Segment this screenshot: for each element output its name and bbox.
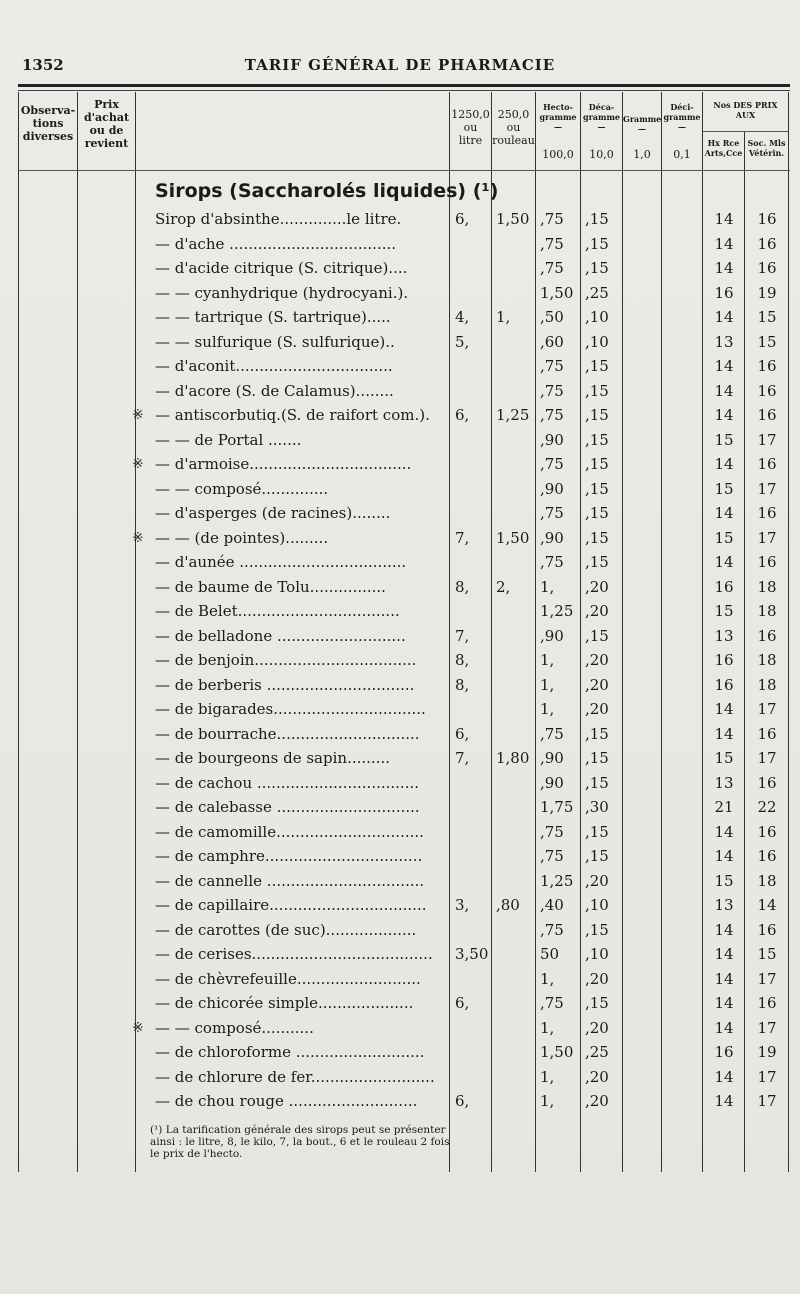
item-name: — — composé...........: [155, 1018, 314, 1037]
price-ref-veterin: 18: [757, 871, 777, 890]
page-number: 1352: [22, 56, 64, 74]
price-litre: 6,: [455, 406, 470, 424]
price-decagramme: ,15: [585, 381, 609, 400]
item-name: — de chèvrefeuille..........................: [155, 969, 421, 988]
price-ref-veterin: 16: [757, 259, 777, 277]
price-hectogramme: ,90: [540, 479, 564, 498]
table-row: [0, 480, 800, 504]
row-mark: ※: [132, 1019, 144, 1036]
price-hectogramme: ,90: [540, 773, 564, 792]
item-name: — de chou rouge ...........................: [155, 1092, 418, 1110]
price-litre: 7,: [455, 528, 470, 547]
price-hectogramme: ,75: [540, 847, 564, 865]
price-decagramme: ,15: [585, 553, 609, 571]
price-ref-veterin: 16: [757, 504, 777, 522]
item-name: — de bourgeons de sapin.........: [155, 749, 390, 767]
header-decagramme: Déca- gramme —: [582, 102, 620, 132]
table-row: [0, 455, 800, 479]
price-ref-veterin: 19: [757, 283, 777, 302]
price-ref-arts: 15: [714, 528, 734, 547]
table-row: [0, 700, 800, 724]
header-observations: Observa- tions diverses: [20, 104, 76, 143]
item-name: — d'acide citrique (S. citrique)....: [155, 259, 408, 277]
price-decagramme: ,15: [585, 724, 609, 743]
price-ref-arts: 14: [714, 210, 734, 228]
price-litre: 8,: [455, 675, 470, 694]
price-ref-arts: 21: [714, 798, 734, 816]
header-decigramme: Déci- gramme —: [663, 102, 701, 132]
table-row: [0, 210, 800, 234]
table-row: [0, 651, 800, 675]
table-row: [0, 994, 800, 1018]
item-name: — d'acore (S. de Calamus)........: [155, 381, 394, 400]
price-hectogramme: 1,: [540, 1018, 555, 1037]
price-hectogramme: ,75: [540, 504, 564, 522]
price-ref-arts: 15: [714, 479, 734, 498]
price-decagramme: ,20: [585, 969, 609, 988]
price-litre: 7,: [455, 626, 470, 645]
item-name: — d'ache ...................................: [155, 234, 397, 253]
header-rouleau: 250,0 ou rouleau: [492, 108, 535, 147]
table-row: [0, 798, 800, 822]
price-ref-veterin: 16: [757, 455, 777, 473]
price-ref-arts: 14: [714, 724, 734, 743]
page-title: TARIF GÉNÉRAL DE PHARMACIE: [244, 56, 556, 74]
table-row: [0, 259, 800, 283]
header-prix-aux-a: Hx Rce Arts,Cce: [704, 138, 743, 158]
table-row: [0, 872, 800, 896]
table-row: [0, 235, 800, 259]
price-ref-arts: 14: [714, 969, 734, 988]
price-hectogramme: ,75: [540, 234, 564, 253]
price-decagramme: ,15: [585, 749, 609, 767]
price-ref-arts: 14: [714, 381, 734, 400]
table-row: [0, 504, 800, 528]
price-litre: 3,: [455, 896, 470, 914]
table-row: [0, 284, 800, 308]
price-hectogramme: ,60: [540, 332, 564, 351]
price-hectogramme: 1,: [540, 1067, 555, 1086]
header-subrule: [703, 131, 788, 132]
header-hectogramme-value: 100,0: [542, 148, 574, 161]
table-row: [0, 602, 800, 626]
price-hectogramme: ,40: [540, 896, 564, 914]
price-rouleau: 1,: [496, 308, 511, 326]
price-ref-veterin: 17: [757, 479, 777, 498]
price-ref-veterin: 15: [757, 945, 777, 963]
header-prix-aux: Nos DES PRIX AUX: [713, 100, 778, 120]
price-hectogramme: 1,: [540, 651, 555, 669]
price-decagramme: ,20: [585, 700, 609, 718]
price-hectogramme: 1,: [540, 969, 555, 988]
price-decagramme: ,30: [585, 798, 609, 816]
price-ref-veterin: 17: [757, 700, 777, 718]
price-hectogramme: ,75: [540, 724, 564, 743]
item-name: — — composé..............: [155, 479, 329, 498]
item-name: — de cannelle .................................: [155, 871, 425, 890]
price-decagramme: ,25: [585, 283, 609, 302]
price-ref-veterin: 18: [757, 602, 777, 620]
price-decagramme: ,20: [585, 577, 609, 596]
price-decagramme: ,25: [585, 1043, 609, 1061]
price-litre: 7,: [455, 749, 470, 767]
item-name: — d'asperges (de racines)........: [155, 504, 391, 522]
header-prix-achat: Prix d'achat ou de revient: [83, 98, 130, 150]
price-litre: 8,: [455, 651, 470, 669]
price-hectogramme: 1,: [540, 700, 555, 718]
price-decagramme: ,10: [585, 896, 609, 914]
header-decagramme-value: 10,0: [589, 148, 614, 161]
table-row: [0, 847, 800, 871]
item-name: — de Belet..................................: [155, 602, 400, 620]
price-decagramme: ,20: [585, 602, 609, 620]
price-ref-veterin: 16: [757, 357, 777, 375]
price-ref-veterin: 15: [757, 308, 777, 326]
price-decagramme: ,15: [585, 773, 609, 792]
price-rouleau: 1,80: [496, 749, 530, 767]
price-rouleau: 1,50: [496, 210, 530, 228]
item-name: — de chlorure de fer..........................: [155, 1067, 435, 1086]
price-litre: 3,50: [455, 945, 489, 963]
table-row: [0, 333, 800, 357]
price-ref-arts: 16: [714, 651, 734, 669]
table-row: [0, 578, 800, 602]
price-ref-veterin: 19: [757, 1043, 777, 1061]
price-ref-veterin: 17: [757, 1092, 777, 1110]
price-ref-arts: 14: [714, 553, 734, 571]
item-name: — de chloroforme ...........................: [155, 1043, 425, 1061]
price-decagramme: ,15: [585, 430, 609, 449]
price-decagramme: ,15: [585, 406, 609, 424]
price-decagramme: ,20: [585, 871, 609, 890]
price-ref-arts: 14: [714, 945, 734, 963]
price-decagramme: ,15: [585, 210, 609, 228]
price-ref-veterin: 17: [757, 430, 777, 449]
price-ref-veterin: 17: [757, 528, 777, 547]
price-hectogramme: 1,25: [540, 871, 574, 890]
price-decagramme: ,15: [585, 357, 609, 375]
price-decagramme: ,15: [585, 994, 609, 1012]
price-ref-arts: 14: [714, 822, 734, 841]
table-row: [0, 749, 800, 773]
price-ref-veterin: 15: [757, 332, 777, 351]
price-decagramme: ,10: [585, 332, 609, 351]
price-ref-arts: 14: [714, 1092, 734, 1110]
price-ref-arts: 14: [714, 357, 734, 375]
price-ref-arts: 13: [714, 773, 734, 792]
price-ref-arts: 13: [714, 896, 734, 914]
table-row: [0, 1019, 800, 1043]
price-ref-arts: 14: [714, 308, 734, 326]
header-decigramme-value: 0,1: [673, 148, 691, 161]
price-decagramme: ,15: [585, 259, 609, 277]
header-rule-thin: [18, 90, 790, 91]
table-row: [0, 896, 800, 920]
price-ref-arts: 15: [714, 871, 734, 890]
price-ref-veterin: 16: [757, 994, 777, 1012]
price-hectogramme: 1,75: [540, 798, 574, 816]
item-name: — de bigarades................................: [155, 700, 426, 718]
table-row: [0, 357, 800, 381]
item-name: — de camphre.................................: [155, 847, 423, 865]
price-ref-veterin: 16: [757, 553, 777, 571]
price-hectogramme: 1,50: [540, 283, 574, 302]
price-decagramme: ,15: [585, 504, 609, 522]
price-ref-veterin: 22: [757, 798, 777, 816]
price-litre: 6,: [455, 210, 470, 228]
price-ref-arts: 14: [714, 920, 734, 939]
price-ref-arts: 14: [714, 1067, 734, 1086]
price-ref-veterin: 16: [757, 210, 777, 228]
header-litre: 1250,0 ou litre: [451, 108, 490, 147]
price-ref-veterin: 18: [757, 675, 777, 694]
row-mark: ※: [132, 456, 144, 472]
price-decagramme: ,20: [585, 1092, 609, 1110]
price-hectogramme: ,90: [540, 626, 564, 645]
price-hectogramme: ,75: [540, 381, 564, 400]
price-ref-arts: 14: [714, 504, 734, 522]
price-ref-arts: 14: [714, 455, 734, 473]
price-ref-veterin: 16: [757, 724, 777, 743]
price-ref-veterin: 17: [757, 1018, 777, 1037]
item-name: — d'aunée ...................................: [155, 553, 407, 571]
price-ref-veterin: 16: [757, 822, 777, 841]
table-row: [0, 1068, 800, 1092]
table-row: [0, 945, 800, 969]
price-decagramme: ,20: [585, 675, 609, 694]
item-name: — de belladone ...........................: [155, 626, 406, 645]
price-ref-veterin: 16: [757, 626, 777, 645]
table-row: [0, 553, 800, 577]
price-decagramme: ,20: [585, 1067, 609, 1086]
price-ref-arts: 14: [714, 406, 734, 424]
item-name: — — de Portal .......: [155, 430, 302, 449]
table-row: [0, 970, 800, 994]
price-ref-arts: 14: [714, 847, 734, 865]
price-hectogramme: 1,: [540, 577, 555, 596]
price-ref-veterin: 14: [757, 896, 777, 914]
table-row: [0, 308, 800, 332]
table-row: [0, 921, 800, 945]
header-gramme: Gramme —: [623, 114, 662, 134]
price-hectogramme: ,75: [540, 994, 564, 1012]
price-hectogramme: ,90: [540, 749, 564, 767]
price-rouleau: 2,: [496, 577, 511, 596]
price-decagramme: ,15: [585, 528, 609, 547]
price-hectogramme: ,90: [540, 528, 564, 547]
price-hectogramme: ,75: [540, 210, 564, 228]
table-row: [0, 627, 800, 651]
table-row: [0, 382, 800, 406]
price-rouleau: 1,50: [496, 528, 530, 547]
price-ref-arts: 15: [714, 430, 734, 449]
price-ref-veterin: 16: [757, 234, 777, 253]
price-litre: 5,: [455, 332, 470, 351]
price-rouleau: 1,25: [496, 406, 530, 424]
item-name: — de berberis ...............................: [155, 675, 415, 694]
item-name: — d'aconit.................................: [155, 357, 393, 375]
price-ref-arts: 16: [714, 283, 734, 302]
table-row: [0, 529, 800, 553]
table-row: [0, 1092, 800, 1116]
price-ref-veterin: 17: [757, 749, 777, 767]
price-hectogramme: 1,50: [540, 1043, 574, 1061]
footnote: (¹) La tarification générale des sirops peut se présenter ainsi : le litre, 8, le kilo, 7, la bout., 6 et le rouleau 2 fois le prix de l'hecto.: [150, 1124, 450, 1160]
price-ref-veterin: 16: [757, 847, 777, 865]
price-hectogramme: ,75: [540, 406, 564, 424]
item-name: — de cerises......................................: [155, 945, 433, 963]
item-name: — d'armoise..................................: [155, 455, 412, 473]
item-name: — de bourrache..............................: [155, 724, 420, 743]
table-row: [0, 406, 800, 430]
price-decagramme: ,15: [585, 479, 609, 498]
price-rouleau: ,80: [496, 896, 520, 914]
header-hectogramme: Hecto- gramme —: [539, 102, 577, 132]
row-mark: ※: [132, 407, 144, 423]
price-ref-arts: 16: [714, 577, 734, 596]
price-ref-veterin: 17: [757, 969, 777, 988]
item-name: Sirop d'absinthe..............le litre.: [155, 210, 402, 228]
header-rule-thick: [18, 84, 790, 87]
item-name: — de cachou ..................................: [155, 773, 419, 792]
price-ref-arts: 16: [714, 1043, 734, 1061]
price-decagramme: ,15: [585, 847, 609, 865]
item-name: — de carottes (de suc)...................: [155, 920, 417, 939]
price-ref-veterin: 18: [757, 651, 777, 669]
price-ref-arts: 14: [714, 700, 734, 718]
item-name: — — cyanhydrique (hydrocyani.).: [155, 283, 409, 302]
price-ref-arts: 15: [714, 749, 734, 767]
price-ref-arts: 14: [714, 234, 734, 253]
price-hectogramme: 1,: [540, 675, 555, 694]
item-name: — de camomille...............................: [155, 822, 424, 841]
price-hectogramme: ,50: [540, 308, 564, 326]
price-litre: 6,: [455, 994, 470, 1012]
price-ref-veterin: 16: [757, 406, 777, 424]
item-name: — — (de pointes).........: [155, 528, 329, 547]
table-row: [0, 676, 800, 700]
item-name: — antiscorbutiq.(S. de raifort com.).: [155, 406, 430, 424]
table-row: [0, 774, 800, 798]
price-decagramme: ,15: [585, 234, 609, 253]
price-hectogramme: 50: [540, 945, 560, 963]
price-litre: 8,: [455, 577, 470, 596]
price-hectogramme: ,75: [540, 920, 564, 939]
item-name: — — sulfurique (S. sulfurique)..: [155, 332, 395, 351]
price-ref-arts: 13: [714, 626, 734, 645]
item-name: — — tartrique (S. tartrique).....: [155, 308, 391, 326]
price-decagramme: ,15: [585, 920, 609, 939]
running-head: [0, 56, 800, 78]
item-name: — de benjoin..................................: [155, 651, 417, 669]
item-name: — de calebasse ..............................: [155, 798, 420, 816]
item-name: — de baume de Tolu................: [155, 577, 386, 596]
price-hectogramme: ,75: [540, 553, 564, 571]
price-ref-arts: 14: [714, 259, 734, 277]
price-decagramme: ,15: [585, 626, 609, 645]
item-name: — de capillaire.................................: [155, 896, 427, 914]
item-name: — de chicorée simple....................: [155, 994, 414, 1012]
price-hectogramme: 1,25: [540, 602, 574, 620]
price-decagramme: ,20: [585, 1018, 609, 1037]
price-ref-veterin: 18: [757, 577, 777, 596]
price-hectogramme: ,90: [540, 430, 564, 449]
price-decagramme: ,10: [585, 308, 609, 326]
price-ref-veterin: 16: [757, 381, 777, 400]
price-ref-veterin: 17: [757, 1067, 777, 1086]
price-ref-arts: 15: [714, 602, 734, 620]
price-litre: 6,: [455, 724, 470, 743]
price-hectogramme: 1,: [540, 1092, 555, 1110]
price-ref-arts: 14: [714, 1018, 734, 1037]
table-row: [0, 725, 800, 749]
price-ref-veterin: 16: [757, 773, 777, 792]
table-row: [0, 431, 800, 455]
price-ref-arts: 16: [714, 675, 734, 694]
price-hectogramme: ,75: [540, 822, 564, 841]
price-ref-arts: 13: [714, 332, 734, 351]
price-ref-veterin: 16: [757, 920, 777, 939]
table-row: [0, 823, 800, 847]
header-prix-aux-b: Soc. Mls Vétérin.: [747, 138, 786, 158]
price-decagramme: ,15: [585, 822, 609, 841]
price-litre: 6,: [455, 1092, 470, 1110]
price-ref-arts: 14: [714, 994, 734, 1012]
header-bottom-rule: [18, 170, 790, 171]
price-decagramme: ,20: [585, 651, 609, 669]
price-hectogramme: ,75: [540, 259, 564, 277]
price-hectogramme: ,75: [540, 357, 564, 375]
price-decagramme: ,15: [585, 455, 609, 473]
price-litre: 4,: [455, 308, 470, 326]
row-mark: ※: [132, 529, 144, 546]
section-title: Sirops (Saccharolés liquides) (¹): [155, 180, 499, 202]
price-decagramme: ,10: [585, 945, 609, 963]
price-hectogramme: ,75: [540, 455, 564, 473]
table-row: [0, 1043, 800, 1067]
header-gramme-value: 1,0: [633, 148, 651, 161]
